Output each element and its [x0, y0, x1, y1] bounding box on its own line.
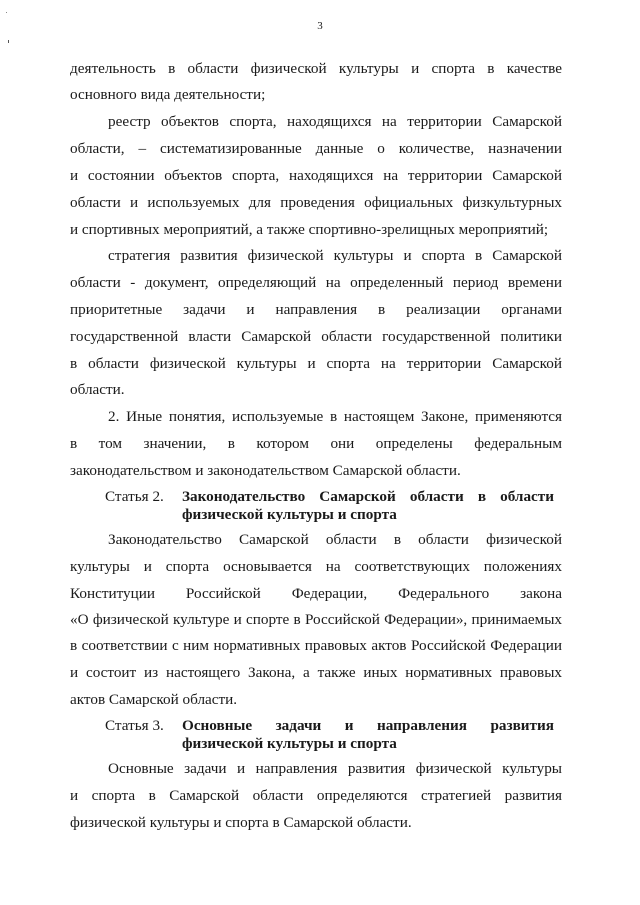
text-line: культуры и спорта основывается на соответствующих положениях — [70, 558, 562, 575]
text-line: актов Самарской области. — [70, 691, 238, 708]
text-line: 2. Иные понятия, используемые в настоящем Законе, применяются — [108, 408, 562, 425]
text-line: приоритетные задачи и направления в реализации органами — [70, 301, 562, 318]
article-title: физической культуры и спорта — [182, 506, 397, 523]
text-line: и спорта в Самарской области определяются стратегией развития — [70, 787, 562, 804]
text-line: области. — [70, 381, 125, 398]
text-line: Законодательство Самарской области в области физической — [108, 531, 562, 548]
text-line: в области физической культуры и спорта на территории Самарской — [70, 355, 562, 372]
text-line: области, – систематизированные данные о количестве, назначении — [70, 140, 562, 157]
text-line: в том значении, в котором они определены федеральным — [70, 435, 562, 452]
text-line: основного вида деятельности; — [70, 86, 266, 103]
text-line: государственной власти Самарской области государственной политики — [70, 328, 562, 345]
article-title: Основные задачи и направления развития — [182, 717, 554, 734]
text-line: области - документ, определяющий на определенный период времени — [70, 274, 562, 291]
scan-artifact-mark — [6, 12, 7, 13]
text-line: Основные задачи и направления развития физической культуры — [108, 760, 562, 777]
text-line: области и используемых для проведения официальных физкультурных — [70, 194, 562, 211]
article-label: Статья 3. — [105, 717, 164, 734]
text-line: физической культуры и спорта в Самарской области. — [70, 814, 412, 831]
article-label: Статья 2. — [105, 488, 164, 505]
text-line: законодательством и законодательством Самарской области. — [70, 462, 461, 479]
text-line: и состоянии объектов спорта, находящихся на территории Самарской — [70, 167, 562, 184]
text-line: и состоит из настоящего Закона, а также иных нормативных правовых — [70, 664, 562, 681]
text-line: и спортивных мероприятий, а также спортивно-зрелищных мероприятий; — [70, 221, 549, 238]
text-line: Конституции Российской Федерации, Федерального закона — [70, 585, 562, 602]
text-line: стратегия развития физической культуры и спорта в Самарской — [108, 247, 562, 264]
text-line: «О физической культуре и спорте в Российской Федерации», принимаемых — [70, 611, 562, 628]
text-line: деятельность в области физической культуры и спорта в качестве — [70, 60, 562, 77]
page-number: 3 — [317, 20, 323, 32]
text-line: реестр объектов спорта, находящихся на территории Самарской — [108, 113, 562, 130]
article-title: Законодательство Самарской области в области — [182, 488, 554, 505]
text-line: в соответствии с ним нормативных правовых актов Российской Федерации — [70, 637, 562, 654]
scan-artifact-mark — [8, 40, 9, 43]
article-title: физической культуры и спорта — [182, 735, 397, 752]
